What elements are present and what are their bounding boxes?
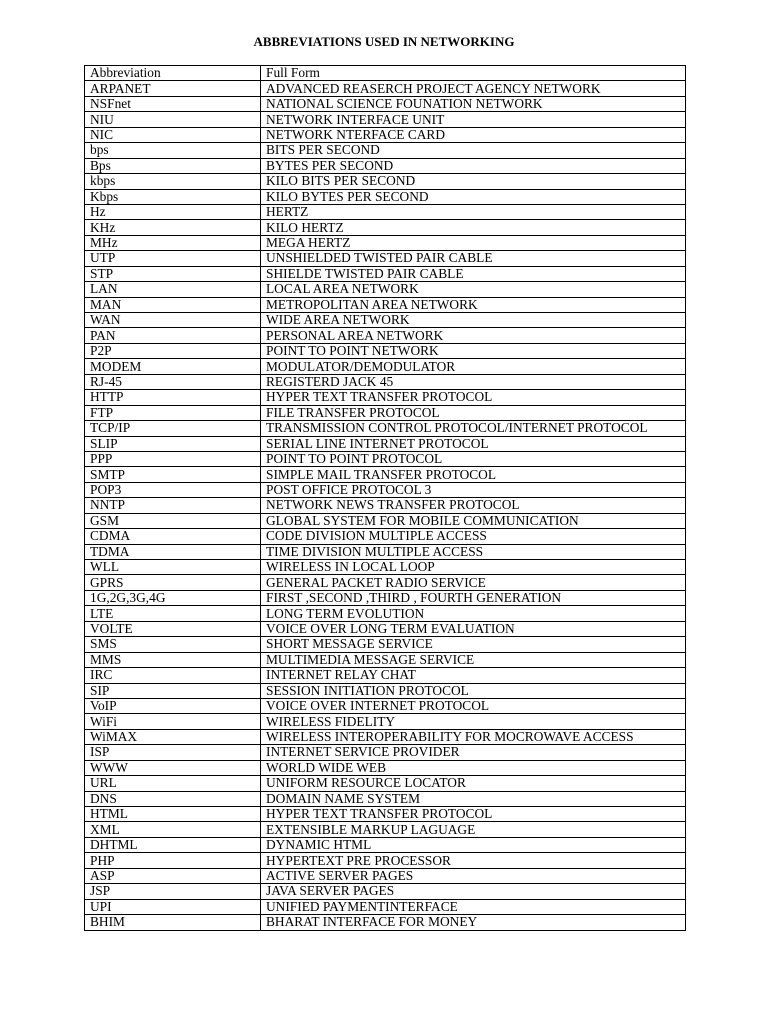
full-form-cell: FILE TRANSFER PROTOCOL (261, 405, 686, 420)
abbreviation-cell: ISP (85, 745, 261, 760)
full-form-cell: MEGA HERTZ (261, 235, 686, 250)
table-row (85, 745, 686, 760)
table-row (85, 204, 686, 219)
full-form-cell: POINT TO POINT NETWORK (261, 343, 686, 358)
abbreviation-cell: WiFi (85, 714, 261, 729)
table-row (85, 791, 686, 806)
abbreviation-cell: CDMA (85, 529, 261, 544)
table-row (85, 822, 686, 837)
table-row (85, 251, 686, 266)
full-form-cell: METROPOLITAN AREA NETWORK (261, 297, 686, 312)
full-form-cell: INTERNET RELAY CHAT (261, 668, 686, 683)
table-row (85, 575, 686, 590)
table-row (85, 359, 686, 374)
table-row (85, 729, 686, 744)
abbreviation-cell: bps (85, 143, 261, 158)
abbreviation-cell: RJ-45 (85, 374, 261, 389)
table-row (85, 343, 686, 358)
full-form-cell: GENERAL PACKET RADIO SERVICE (261, 575, 686, 590)
table-row (85, 899, 686, 914)
full-form-cell: POST OFFICE PROTOCOL 3 (261, 482, 686, 497)
abbreviation-cell: kbps (85, 174, 261, 189)
full-form-cell: UNIFIED PAYMENTINTERFACE (261, 899, 686, 914)
abbreviation-cell: NNTP (85, 498, 261, 513)
table-row (85, 513, 686, 528)
abbreviation-cell: ASP (85, 868, 261, 883)
full-form-cell: UNIFORM RESOURCE LOCATOR (261, 776, 686, 791)
table-row (85, 127, 686, 142)
abbreviation-cell: ARPANET (85, 81, 261, 96)
abbreviation-cell: URL (85, 776, 261, 791)
full-form-cell: GLOBAL SYSTEM FOR MOBILE COMMUNICATION (261, 513, 686, 528)
table-row (85, 760, 686, 775)
table-row (85, 698, 686, 713)
full-form-cell: VOICE OVER INTERNET PROTOCOL (261, 698, 686, 713)
table-row (85, 807, 686, 822)
abbreviation-cell: SMS (85, 637, 261, 652)
full-form-cell: WIRELESS IN LOCAL LOOP (261, 560, 686, 575)
table-row (85, 189, 686, 204)
abbreviation-cell: NIU (85, 112, 261, 127)
abbreviation-cell: 1G,2G,3G,4G (85, 590, 261, 605)
full-form-cell: ADVANCED REASERCH PROJECT AGENCY NETWORK (261, 81, 686, 96)
table-row (85, 405, 686, 420)
abbreviation-cell: STP (85, 266, 261, 281)
table-row (85, 421, 686, 436)
table-row (85, 297, 686, 312)
table-row (85, 637, 686, 652)
header-abbreviation: Abbreviation (85, 66, 261, 81)
table-row (85, 174, 686, 189)
full-form-cell: POINT TO POINT PROTOCOL (261, 451, 686, 466)
abbreviation-cell: MHz (85, 235, 261, 250)
full-form-cell: UNSHIELDED TWISTED PAIR CABLE (261, 251, 686, 266)
table-row (85, 683, 686, 698)
full-form-cell: WORLD WIDE WEB (261, 760, 686, 775)
abbreviation-cell: IRC (85, 668, 261, 683)
abbreviation-cell: Hz (85, 204, 261, 219)
full-form-cell: DOMAIN NAME SYSTEM (261, 791, 686, 806)
table-row (85, 112, 686, 127)
table-row (85, 621, 686, 636)
table-row (85, 853, 686, 868)
table-row (85, 714, 686, 729)
abbreviation-cell: Bps (85, 158, 261, 173)
table-row (85, 374, 686, 389)
table-row (85, 837, 686, 852)
full-form-cell: FIRST ,SECOND ,THIRD , FOURTH GENERATION (261, 590, 686, 605)
full-form-cell: HYPERTEXT PRE PROCESSOR (261, 853, 686, 868)
table-row (85, 235, 686, 250)
full-form-cell: KILO HERTZ (261, 220, 686, 235)
abbreviation-cell: KHz (85, 220, 261, 235)
abbreviation-cell: SIP (85, 683, 261, 698)
abbreviation-cell: TCP/IP (85, 421, 261, 436)
table-row (85, 868, 686, 883)
abbreviation-cell: NSFnet (85, 96, 261, 111)
table-row (85, 81, 686, 96)
full-form-cell: TRANSMISSION CONTROL PROTOCOL/INTERNET PROTOCOL (261, 421, 686, 436)
full-form-cell: CODE DIVISION MULTIPLE ACCESS (261, 529, 686, 544)
full-form-cell: HYPER TEXT TRANSFER PROTOCOL (261, 807, 686, 822)
full-form-cell: SHIELDE TWISTED PAIR CABLE (261, 266, 686, 281)
abbreviation-cell: LAN (85, 282, 261, 297)
table-row (85, 220, 686, 235)
abbreviation-cell: Kbps (85, 189, 261, 204)
full-form-cell: NATIONAL SCIENCE FOUNATION NETWORK (261, 96, 686, 111)
abbreviation-cell: NIC (85, 127, 261, 142)
abbreviation-cell: HTTP (85, 390, 261, 405)
full-form-cell: PERSONAL AREA NETWORK (261, 328, 686, 343)
full-form-cell: TIME DIVISION MULTIPLE ACCESS (261, 544, 686, 559)
header-full-form: Full Form (261, 66, 686, 81)
table-row (85, 482, 686, 497)
table-row (85, 560, 686, 575)
abbreviation-cell: UTP (85, 251, 261, 266)
abbreviation-cell: SLIP (85, 436, 261, 451)
table-row (85, 652, 686, 667)
full-form-cell: HERTZ (261, 204, 686, 219)
table-row (85, 668, 686, 683)
full-form-cell: JAVA SERVER PAGES (261, 884, 686, 899)
full-form-cell: BYTES PER SECOND (261, 158, 686, 173)
table-row (85, 544, 686, 559)
full-form-cell: INTERNET SERVICE PROVIDER (261, 745, 686, 760)
full-form-cell: LOCAL AREA NETWORK (261, 282, 686, 297)
table-row (85, 529, 686, 544)
table-row (85, 282, 686, 297)
abbreviation-cell: P2P (85, 343, 261, 358)
full-form-cell: BHARAT INTERFACE FOR MONEY (261, 915, 686, 930)
abbreviation-cell: PAN (85, 328, 261, 343)
abbreviations-table (84, 65, 686, 931)
abbreviation-cell: PPP (85, 451, 261, 466)
table-header-row (85, 66, 686, 81)
full-form-cell: DYNAMIC HTML (261, 837, 686, 852)
abbreviation-cell: WiMAX (85, 729, 261, 744)
table-row (85, 776, 686, 791)
abbreviation-cell: HTML (85, 807, 261, 822)
table-row (85, 498, 686, 513)
table-row (85, 390, 686, 405)
abbreviation-cell: MAN (85, 297, 261, 312)
abbreviation-cell: BHIM (85, 915, 261, 930)
table-row (85, 313, 686, 328)
full-form-cell: BITS PER SECOND (261, 143, 686, 158)
abbreviation-cell: GSM (85, 513, 261, 528)
full-form-cell: SERIAL LINE INTERNET PROTOCOL (261, 436, 686, 451)
abbreviation-cell: VOLTE (85, 621, 261, 636)
table-row (85, 143, 686, 158)
full-form-cell: KILO BYTES PER SECOND (261, 189, 686, 204)
full-form-cell: SHORT MESSAGE SERVICE (261, 637, 686, 652)
table-row (85, 158, 686, 173)
document-title: ABBREVIATIONS USED IN NETWORKING (253, 34, 515, 49)
table-row (85, 436, 686, 451)
table-row (85, 606, 686, 621)
full-form-cell: MULTIMEDIA MESSAGE SERVICE (261, 652, 686, 667)
abbreviation-cell: FTP (85, 405, 261, 420)
table-row (85, 328, 686, 343)
full-form-cell: MODULATOR/DEMODULATOR (261, 359, 686, 374)
abbreviation-cell: WWW (85, 760, 261, 775)
abbreviation-cell: DNS (85, 791, 261, 806)
full-form-cell: ACTIVE SERVER PAGES (261, 868, 686, 883)
full-form-cell: NETWORK NTERFACE CARD (261, 127, 686, 142)
full-form-cell: WIDE AREA NETWORK (261, 313, 686, 328)
abbreviation-cell: UPI (85, 899, 261, 914)
full-form-cell: LONG TERM EVOLUTION (261, 606, 686, 621)
abbreviation-cell: WAN (85, 313, 261, 328)
abbreviation-cell: SMTP (85, 467, 261, 482)
table-row (85, 884, 686, 899)
abbreviation-cell: MMS (85, 652, 261, 667)
full-form-cell: NETWORK INTERFACE UNIT (261, 112, 686, 127)
abbreviation-cell: POP3 (85, 482, 261, 497)
full-form-cell: HYPER TEXT TRANSFER PROTOCOL (261, 390, 686, 405)
abbreviation-cell: XML (85, 822, 261, 837)
table-row (85, 467, 686, 482)
abbreviation-cell: TDMA (85, 544, 261, 559)
full-form-cell: NETWORK NEWS TRANSFER PROTOCOL (261, 498, 686, 513)
abbreviation-cell: VoIP (85, 698, 261, 713)
abbreviation-cell: PHP (85, 853, 261, 868)
full-form-cell: SESSION INITIATION PROTOCOL (261, 683, 686, 698)
full-form-cell: EXTENSIBLE MARKUP LAGUAGE (261, 822, 686, 837)
abbreviation-cell: MODEM (85, 359, 261, 374)
table-body (85, 81, 686, 930)
full-form-cell: WIRELESS FIDELITY (261, 714, 686, 729)
full-form-cell: KILO BITS PER SECOND (261, 174, 686, 189)
full-form-cell: VOICE OVER LONG TERM EVALUATION (261, 621, 686, 636)
abbreviation-cell: WLL (85, 560, 261, 575)
full-form-cell: REGISTERD JACK 45 (261, 374, 686, 389)
full-form-cell: WIRELESS INTEROPERABILITY FOR MOCROWAVE ACCESS (261, 729, 686, 744)
table-row (85, 96, 686, 111)
full-form-cell: SIMPLE MAIL TRANSFER PROTOCOL (261, 467, 686, 482)
table-row (85, 266, 686, 281)
table-row (85, 915, 686, 930)
table-row (85, 451, 686, 466)
abbreviation-cell: LTE (85, 606, 261, 621)
abbreviation-cell: GPRS (85, 575, 261, 590)
abbreviation-cell: DHTML (85, 837, 261, 852)
table-row (85, 590, 686, 605)
abbreviation-cell: JSP (85, 884, 261, 899)
